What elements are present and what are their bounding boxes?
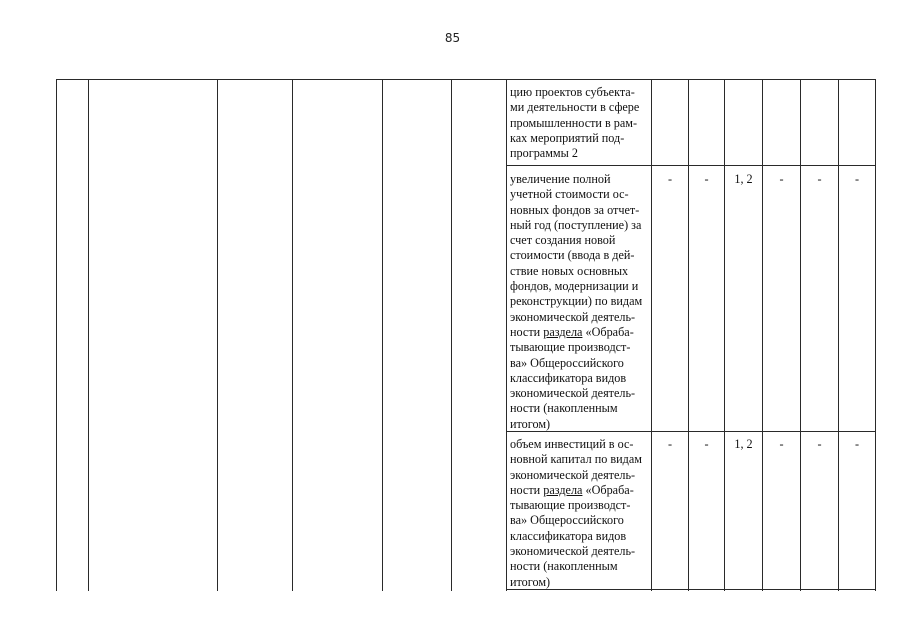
- text-line-with-link: [510, 483, 652, 498]
- text-line: ности (накопленным: [510, 401, 618, 416]
- col-line-8: [688, 79, 689, 591]
- text-line-with-link: [510, 325, 652, 340]
- col-line-11: [800, 79, 801, 591]
- row-2-value-4: -: [779, 172, 784, 186]
- text-line: ми деятельности в сфере: [510, 100, 640, 115]
- text-line: тывающие производст-: [510, 498, 631, 513]
- col-line-9: [724, 79, 725, 591]
- text-line: цию проектов субъекта-: [510, 85, 635, 99]
- text-line: итогом): [510, 416, 551, 431]
- text-line: экономической деятель-: [510, 467, 636, 482]
- text-line: реконструкции) по видам: [510, 294, 643, 309]
- row-separator-1: [506, 165, 876, 166]
- text-line: экономической деятель-: [510, 544, 636, 559]
- text-fragment: «Обраба-: [582, 324, 634, 339]
- text-line: промышленности в рам-: [510, 115, 638, 130]
- text-line: тывающие производст-: [510, 340, 631, 355]
- text-line: увеличение полной: [510, 172, 611, 186]
- text-line: новных фондов за отчет-: [510, 202, 640, 217]
- text-line: ках мероприятий под-: [510, 130, 625, 145]
- text-line: учетной стоимости ос-: [510, 187, 629, 202]
- page-number: 85: [444, 31, 461, 45]
- row-3-value-2: -: [704, 437, 709, 451]
- col-line-5: [451, 79, 452, 591]
- text-line: классификатора видов: [510, 370, 627, 385]
- row-3-value-4: -: [779, 437, 784, 451]
- row-2-description: [510, 172, 652, 432]
- text-line: ва» Общероссийского: [510, 513, 624, 528]
- text-line: новной капитал по видам: [510, 452, 642, 467]
- col-line-2: [217, 79, 218, 591]
- col-line-10: [762, 79, 763, 591]
- section-link[interactable]: раздела: [543, 482, 583, 497]
- text-line: ный год (поступление) за: [510, 217, 642, 232]
- text-line: итогом): [510, 574, 551, 589]
- text-line: программы 2: [510, 146, 578, 161]
- text-line: ности (накопленным: [510, 559, 618, 574]
- row-2-value-3: 1, 2: [734, 172, 753, 186]
- row-2-value-5: -: [817, 172, 822, 186]
- text-fragment: ности: [510, 324, 541, 339]
- text-line: фондов, модернизации и: [510, 279, 639, 294]
- text-fragment: «Обраба-: [582, 482, 634, 497]
- row-2-value-6: -: [854, 172, 860, 186]
- row-2-value-2: -: [704, 172, 709, 186]
- text-line: классификатора видов: [510, 528, 627, 543]
- table-top-border: [56, 79, 876, 80]
- row-1-description: [510, 85, 652, 161]
- row-2-value-1: -: [667, 172, 673, 186]
- row-3-description: [510, 437, 652, 590]
- section-link[interactable]: раздела: [543, 324, 583, 339]
- col-line-0: [56, 79, 57, 591]
- row-3-value-6: -: [854, 437, 860, 451]
- col-line-13: [875, 79, 876, 591]
- text-fragment: ности: [510, 482, 541, 497]
- col-line-1: [88, 79, 89, 591]
- text-line: счет создания новой: [510, 233, 616, 248]
- col-line-12: [838, 79, 839, 591]
- col-line-6: [506, 79, 507, 591]
- row-3-value-1: -: [667, 437, 673, 451]
- text-line: экономической деятель-: [510, 386, 636, 401]
- text-line: экономической деятель-: [510, 309, 636, 324]
- col-line-3: [292, 79, 293, 591]
- text-line: ствие новых основных: [510, 263, 629, 278]
- text-line: объем инвестиций в ос-: [510, 437, 634, 451]
- text-line: стоимости (ввода в дей-: [510, 248, 635, 263]
- row-3-value-3: 1, 2: [734, 437, 753, 451]
- text-line: ва» Общероссийского: [510, 355, 624, 370]
- col-line-4: [382, 79, 383, 591]
- row-3-value-5: -: [817, 437, 822, 451]
